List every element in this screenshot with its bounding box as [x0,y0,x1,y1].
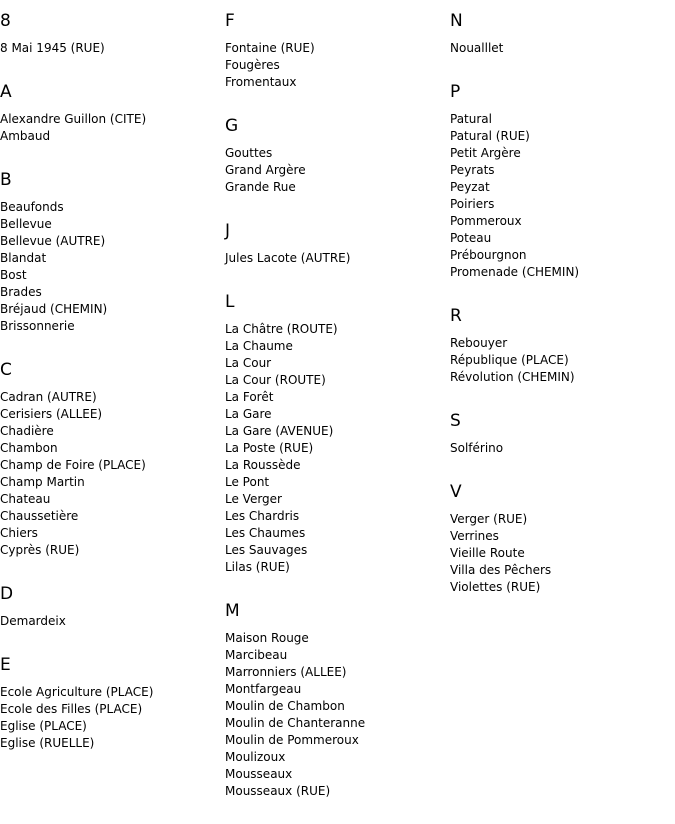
street-link[interactable]: Beaufonds [0,200,64,214]
street-link[interactable]: Mousseaux (RUE) [225,784,331,798]
column-3 [450,10,670,620]
letter-section [0,10,220,57]
street-link[interactable]: Cerisiers (ALLEE) [0,407,103,421]
street-list [0,389,220,559]
letter-heading: N [450,11,463,31]
letter-heading: B [0,170,12,190]
letter-section [450,305,670,386]
street-link[interactable]: Patural [450,112,492,126]
street-link[interactable]: Eglise (PLACE) [0,719,87,733]
street-link[interactable]: La Gare (AVENUE) [225,424,334,438]
street-link[interactable]: Grand Argère [225,163,306,177]
letter-section [0,81,220,145]
street-list [450,440,670,457]
street-link[interactable]: Révolution (CHEMIN) [450,370,575,384]
letter-heading: M [225,601,240,621]
street-link[interactable]: La Cour [225,356,272,370]
street-list [0,40,220,57]
letter-section [0,169,220,335]
street-link[interactable]: Bellevue [0,217,52,231]
letter-heading: V [450,482,462,502]
street-link[interactable]: Vieille Route [450,546,525,560]
street-link[interactable]: Noualllet [450,41,504,55]
street-link[interactable]: Fromentaux [225,75,297,89]
street-link[interactable]: Le Verger [225,492,282,506]
street-link[interactable]: Moulin de Chambon [225,699,345,713]
street-link[interactable]: Pommeroux [450,214,522,228]
street-link[interactable]: La Cour (ROUTE) [225,373,326,387]
street-link[interactable]: Chambon [0,441,58,455]
street-link[interactable]: Peyrats [450,163,495,177]
letter-heading: F [225,11,235,31]
letter-section [225,291,445,576]
street-link[interactable]: Villa des Pêchers [450,563,552,577]
street-list [0,684,220,752]
letter-heading: J [225,221,231,241]
letter-heading: A [0,82,12,102]
street-link[interactable]: Chaussetière [0,509,79,523]
street-link[interactable]: Les Chaumes [225,526,306,540]
street-link[interactable]: Violettes (RUE) [450,580,541,594]
street-list [450,511,670,596]
letter-section [450,410,670,457]
street-link[interactable]: Promenade (CHEMIN) [450,265,580,279]
street-list [225,250,445,267]
street-link[interactable]: Champ de Foire (PLACE) [0,458,146,472]
street-link[interactable]: Demardeix [0,614,66,628]
street-link[interactable]: Poteau [450,231,492,245]
street-list [225,630,445,800]
street-link[interactable]: Ecole des Filles (PLACE) [0,702,143,716]
street-link[interactable]: Cadran (AUTRE) [0,390,97,404]
street-list [0,111,220,145]
street-link[interactable]: Eglise (RUELLE) [0,736,95,750]
letter-section [225,115,445,196]
street-link[interactable]: Les Sauvages [225,543,308,557]
street-link[interactable]: Gouttes [225,146,273,160]
street-link[interactable]: Moulizoux [225,750,286,764]
street-list [225,145,445,196]
street-link[interactable]: Ecole Agriculture (PLACE) [0,685,154,699]
street-link[interactable]: Fontaine (RUE) [225,41,315,55]
street-link[interactable]: Mousseaux [225,767,293,781]
letter-section [0,654,220,752]
street-link[interactable]: Brades [0,285,42,299]
street-link[interactable]: Blandat [0,251,47,265]
street-list [0,613,220,630]
street-link[interactable]: Maison Rouge [225,631,309,645]
street-link[interactable]: La Gare [225,407,272,421]
letter-heading: C [0,360,12,380]
letter-heading: R [450,306,462,326]
street-link[interactable]: Cyprès (RUE) [0,543,80,557]
street-link[interactable]: Moulin de Chanteranne [225,716,366,730]
street-link[interactable]: République (PLACE) [450,353,569,367]
letter-section [450,481,670,596]
street-link[interactable]: Solférino [450,441,504,455]
street-link[interactable]: Bréjaud (CHEMIN) [0,302,108,316]
column-2 [225,10,445,824]
street-link[interactable]: Chadière [0,424,54,438]
street-link[interactable]: Marcibeau [225,648,288,662]
street-link[interactable]: Le Pont [225,475,270,489]
street-link[interactable]: 8 Mai 1945 (RUE) [0,41,105,55]
street-link[interactable]: Montfargeau [225,682,302,696]
letter-heading: D [0,584,14,604]
street-link[interactable]: La Forêt [225,390,274,404]
letter-section [0,359,220,559]
street-link[interactable]: Brissonnerie [0,319,75,333]
street-link[interactable]: Marronniers (ALLEE) [225,665,347,679]
street-list [450,111,670,281]
street-link[interactable]: Petit Argère [450,146,521,160]
street-link[interactable]: Ambaud [0,129,51,143]
street-link[interactable]: Jules Lacote (AUTRE) [225,251,351,265]
street-list [0,199,220,335]
letter-section [225,600,445,800]
letter-section [0,583,220,630]
letter-heading: 8 [0,11,11,31]
street-link[interactable]: Alexandre Guillon (CITE) [0,112,147,126]
street-list [450,40,670,57]
street-list [225,321,445,576]
street-link[interactable]: Verger (RUE) [450,512,528,526]
street-link[interactable]: Peyzat [450,180,490,194]
street-link[interactable]: Grande Rue [225,180,296,194]
street-link[interactable]: La Châtre (ROUTE) [225,322,338,336]
street-link[interactable]: Fougères [225,58,280,72]
letter-heading: E [0,655,11,675]
street-link[interactable]: La Chaume [225,339,293,353]
street-link[interactable]: Chiers [0,526,38,540]
street-link[interactable]: Verrines [450,529,499,543]
street-link[interactable]: La Roussède [225,458,301,472]
letter-heading: P [450,82,461,102]
column-1 [0,10,220,776]
street-link[interactable]: Bost [0,268,27,282]
street-link[interactable]: Poiriers [450,197,495,211]
letter-section [225,220,445,267]
street-link[interactable]: Prébourgnon [450,248,527,262]
street-link[interactable]: Bellevue (AUTRE) [0,234,106,248]
street-link[interactable]: Champ Martin [0,475,85,489]
letter-section [450,10,670,57]
letter-section [450,81,670,281]
street-link[interactable]: Rebouyer [450,336,508,350]
letter-heading: S [450,411,461,431]
letter-section [225,10,445,91]
street-list [225,40,445,91]
street-link[interactable]: Lilas (RUE) [225,560,290,574]
street-link[interactable]: Patural (RUE) [450,129,530,143]
street-link[interactable]: Moulin de Pommeroux [225,733,359,747]
street-list [450,335,670,386]
street-link[interactable]: La Poste (RUE) [225,441,314,455]
letter-heading: G [225,116,239,136]
letter-heading: L [225,292,235,312]
street-link[interactable]: Chateau [0,492,51,506]
street-link[interactable]: Les Chardris [225,509,300,523]
